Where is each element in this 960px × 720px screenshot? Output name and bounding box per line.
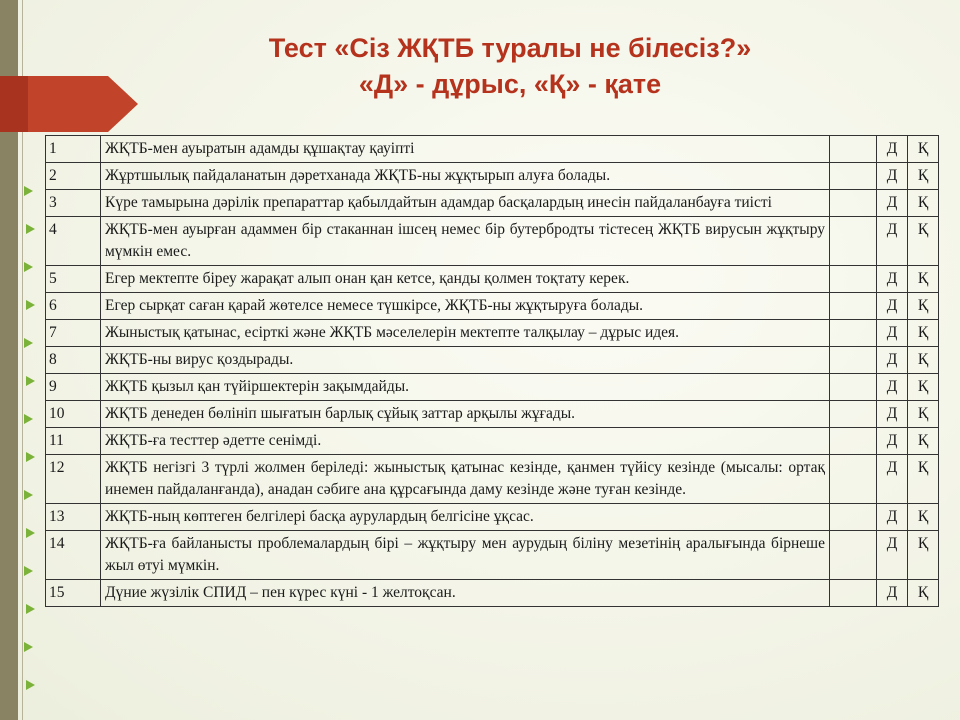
table-row [46,320,939,347]
question-number: 12 [46,455,101,504]
answer-true-option[interactable]: Д [877,374,908,401]
answer-false-option[interactable]: Қ [908,580,939,607]
answer-false-option[interactable]: Қ [908,374,939,401]
question-text: Жыныстық қатынас, есірткі және ЖҚТБ мәселелерін мектепте талқылау – дұрыс идея. [101,320,830,347]
slide-title-line-1: Тест «Сіз ЖҚТБ туралы не білесіз?» [268,33,752,63]
question-number: 7 [46,320,101,347]
title-arrow-tab-shade [0,76,28,132]
arrow-bullet-icon [26,452,35,462]
answer-true-option[interactable]: Д [877,163,908,190]
answer-blank-cell [830,428,877,455]
answer-false-option[interactable]: Қ [908,401,939,428]
question-text: ЖҚТБ қызыл қан түйіршектерін зақымдайды. [101,374,830,401]
table-row [46,266,939,293]
answer-true-option[interactable]: Д [877,455,908,504]
answer-false-option[interactable]: Қ [908,136,939,163]
arrow-bullet-icon [24,262,33,272]
answer-blank-cell [830,580,877,607]
answer-false-option[interactable]: Қ [908,293,939,320]
question-text: Дүние жүзілік СПИД – пен күрес күні - 1 желтоқсан. [101,580,830,607]
answer-true-option[interactable]: Д [877,136,908,163]
question-text: Егер мектепте біреу жарақат алып онан қан кетсе, қанды қолмен тоқтату керек. [101,266,830,293]
answer-false-option[interactable]: Қ [908,266,939,293]
arrow-bullet-icon [26,680,35,690]
table-row [46,217,939,266]
question-text: Күре тамырына дәрілік препараттар қабылдайтын адамдар басқалардың инесін пайдаланбауға тиісті [101,190,830,217]
question-text: ЖҚТБ-мен ауырған адаммен бір стаканнан ішсең немес бір бутербродты тістесең ЖҚТБ вирусын жұқтыру мүмкін емес. [101,217,830,266]
answer-true-option[interactable]: Д [877,401,908,428]
arrow-bullet-icon [24,642,33,652]
arrow-bullet-icon [24,566,33,576]
table-row [46,580,939,607]
answer-blank-cell [830,163,877,190]
question-number: 2 [46,163,101,190]
answer-blank-cell [830,217,877,266]
table-row [46,190,939,217]
answer-true-option[interactable]: Д [877,320,908,347]
answer-true-option[interactable]: Д [877,504,908,531]
question-text: ЖҚТБ-мен ауыратын адамды құшақтау қауіпті [101,136,830,163]
answer-blank-cell [830,401,877,428]
answer-true-option[interactable]: Д [877,190,908,217]
table-row [46,401,939,428]
answer-false-option[interactable]: Қ [908,428,939,455]
arrow-bullet-icon [24,414,33,424]
answer-true-option[interactable]: Д [877,217,908,266]
answer-blank-cell [830,455,877,504]
question-text: ЖҚТБ-ға байланысты проблемалардың бірі – жұқтыру мен аурудың біліну мезетінің аралығында бірнеше жыл өтуі мүмкін. [101,531,830,580]
table-row [46,293,939,320]
question-number: 10 [46,401,101,428]
answer-false-option[interactable]: Қ [908,190,939,217]
question-number: 13 [46,504,101,531]
arrow-bullet-icon [26,300,35,310]
table-row [46,163,939,190]
table-row [46,428,939,455]
answer-blank-cell [830,136,877,163]
answer-true-option[interactable]: Д [877,580,908,607]
arrow-bullet-icon [26,224,35,234]
arrow-bullet-icon [24,338,33,348]
answer-true-option[interactable]: Д [877,347,908,374]
table-row [46,374,939,401]
question-number: 1 [46,136,101,163]
arrow-bullet-icon [26,376,35,386]
answer-blank-cell [830,320,877,347]
question-number: 4 [46,217,101,266]
question-number: 9 [46,374,101,401]
slide-title-line-2: «Д» - дұрыс, «Қ» - қате [358,69,662,99]
question-text: ЖҚТБ-ның көптеген белгілері басқа аурулардың белгісіне ұқсас. [101,504,830,531]
question-number: 14 [46,531,101,580]
arrow-bullet-icon [24,490,33,500]
question-text: Егер сырқат саған қарай жөтелсе немесе түшкірсе, ЖҚТБ-ны жұқтыруға болады. [101,293,830,320]
answer-false-option[interactable]: Қ [908,217,939,266]
question-text: ЖҚТБ негізгі 3 түрлі жолмен беріледі: жыныстық қатынас кезінде, қанмен түйісу кезінде (мысалы: ортақ инемен пайдаланғанда), анадан сәбиге ана құрсағында даму кезінде және туған кезінде. [101,455,830,504]
answer-blank-cell [830,531,877,580]
answer-false-option[interactable]: Қ [908,504,939,531]
answer-blank-cell [830,504,877,531]
table-row [46,136,939,163]
answer-true-option[interactable]: Д [877,266,908,293]
arrow-bullet-icon [24,186,33,196]
answer-false-option[interactable]: Қ [908,455,939,504]
answer-true-option[interactable]: Д [877,293,908,320]
table-row [46,455,939,504]
table-row [46,504,939,531]
question-number: 5 [46,266,101,293]
question-text: Жұртшылық пайдаланатын дәретханада ЖҚТБ-ны жұқтырып алуға болады. [101,163,830,190]
table-row [46,531,939,580]
answer-true-option[interactable]: Д [877,428,908,455]
question-number: 15 [46,580,101,607]
answer-blank-cell [830,347,877,374]
table-row [46,347,939,374]
answer-false-option[interactable]: Қ [908,163,939,190]
arrow-bullet-icon [26,528,35,538]
question-number: 3 [46,190,101,217]
answer-false-option[interactable]: Қ [908,347,939,374]
answer-false-option[interactable]: Қ [908,531,939,580]
question-number: 8 [46,347,101,374]
answer-blank-cell [830,266,877,293]
question-number: 11 [46,428,101,455]
quiz-table [45,135,939,607]
question-text: ЖҚТБ-ға тесттер әдетте сенімді. [101,428,830,455]
question-text: ЖҚТБ-ны вирус қоздырады. [101,347,830,374]
question-number: 6 [46,293,101,320]
answer-true-option[interactable]: Д [877,531,908,580]
answer-blank-cell [830,190,877,217]
slide-title [150,30,870,102]
answer-blank-cell [830,293,877,320]
answer-false-option[interactable]: Қ [908,320,939,347]
answer-blank-cell [830,374,877,401]
arrow-bullet-icon [26,604,35,614]
question-text: ЖҚТБ денеден бөлініп шығатын барлық сұйық заттар арқылы жұғады. [101,401,830,428]
